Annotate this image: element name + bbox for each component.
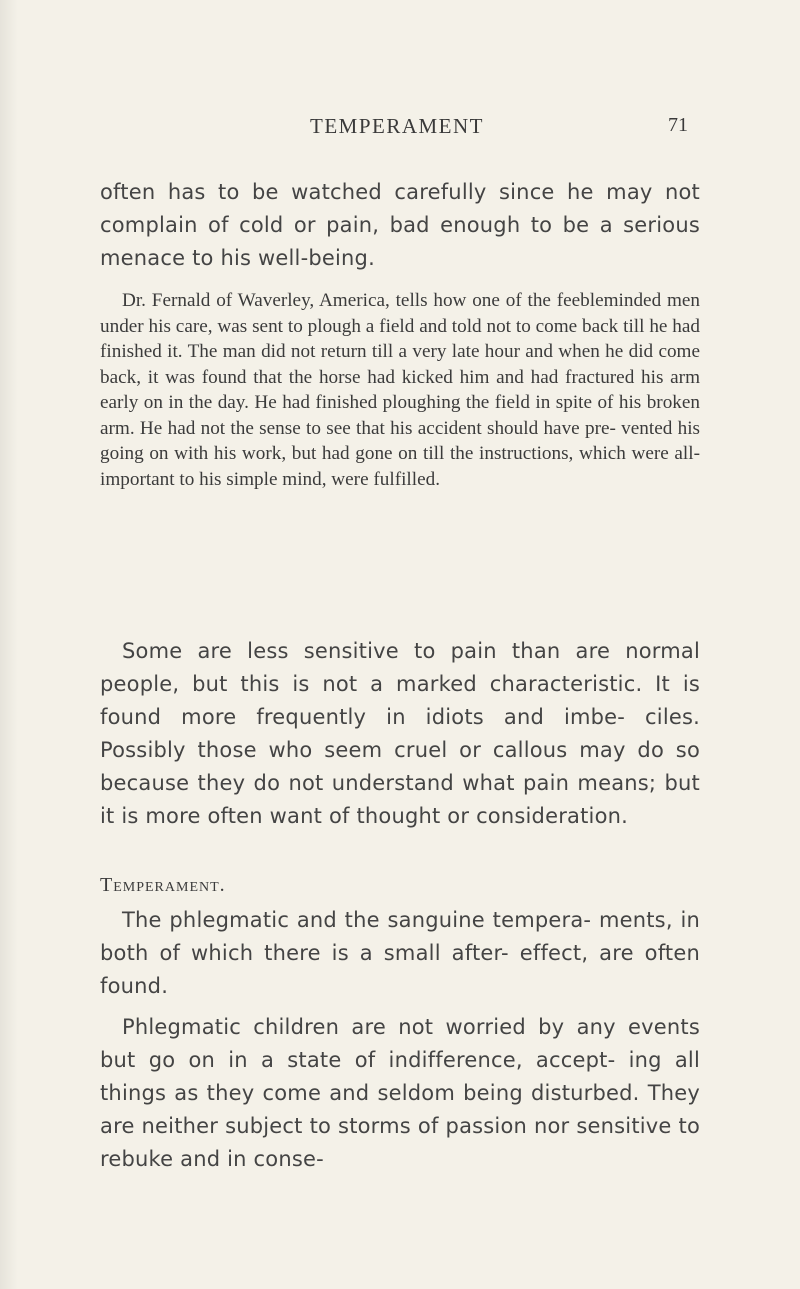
page-number: 71 xyxy=(668,114,688,136)
paragraph-pain-sensitivity: Some are less sensitive to pain than are normal people, but this is not a marked characteristic. It is found more frequently in idiots and imbe- ciles. Possibly those who seem cruel or callous may do so because they do not understand what pain means; but it is more often want of thought or consideration. xyxy=(100,639,700,828)
section-heading: Temperament. xyxy=(100,874,226,896)
paragraph-fernald-anecdote: Dr. Fernald of Waverley, America, tells how one of the feebleminded men under his care, was sent to plough a field and told not to come back till he had finished it. The man did not return till a very late hour and when he did come back, it was found that the horse had kicked him and had fractured his arm early on in the day. He had finished ploughing the field in spite of his broken arm. He had not the sense to see that his accident should have pre- vented his going on with his work, but had gone on till the instructions, which were all-important to his simple mind, were fulfilled. xyxy=(100,290,700,490)
running-title: TEMPERAMENT xyxy=(310,114,484,138)
running-head xyxy=(0,114,800,144)
paragraph-temperaments: The phlegmatic and the sanguine tempera- ments, in both of which there is a small after- effect, are often found. xyxy=(100,908,700,998)
paragraph-phlegmatic-children: Phlegmatic children are not worried by any events but go on in a state of indifference, accept- ing all things as they come and seldom being disturbed. They are neither subject to storms of passion nor sensitive to rebuke and in conse- xyxy=(100,1015,700,1171)
paragraph-continuation: often has to be watched carefully since he may not complain of cold or pain, bad enough to be a serious menace to his well-being. xyxy=(100,180,700,270)
